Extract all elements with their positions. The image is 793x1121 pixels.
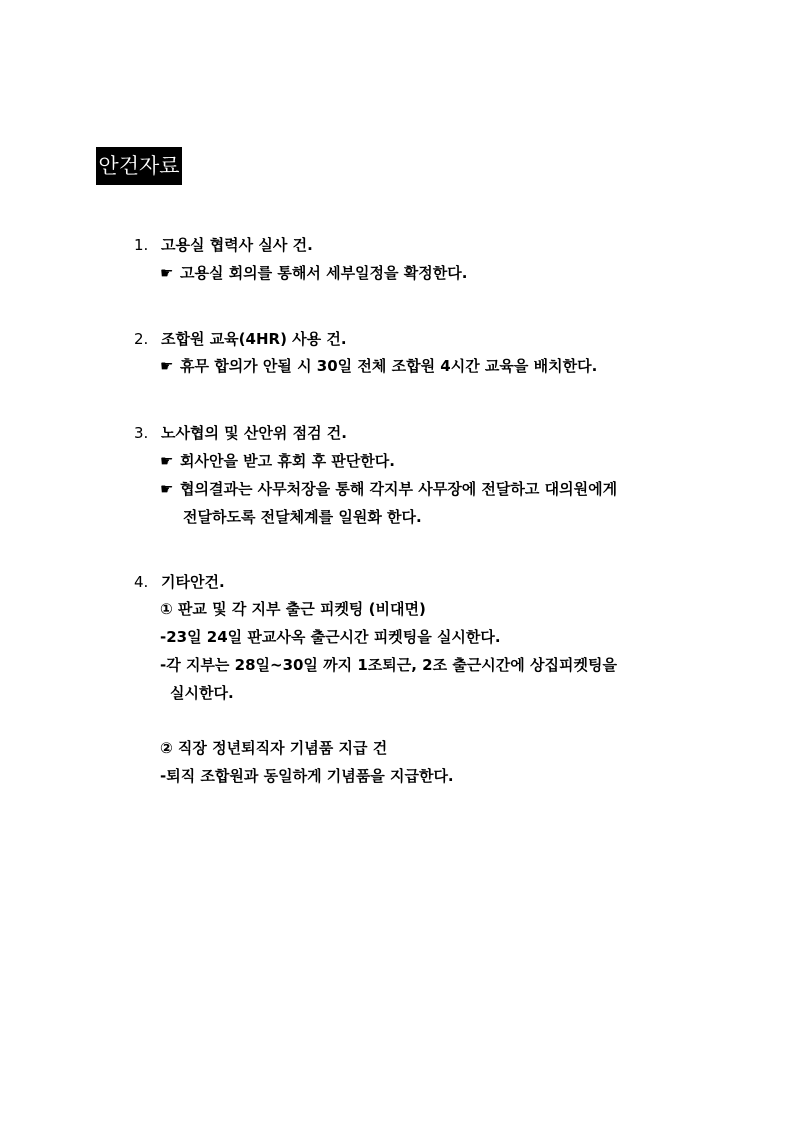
item-3-bullet-1 bbox=[160, 451, 395, 471]
pointing-hand-icon: ☛ bbox=[160, 452, 174, 470]
item-2-bullet-1 bbox=[160, 356, 597, 376]
item-4-number: 4. bbox=[134, 573, 149, 591]
item-1-bullet-1-text: 고용실 회의를 통해서 세부일정을 확정한다. bbox=[180, 264, 468, 282]
item-4-heading: 기타안건. bbox=[161, 573, 225, 591]
item-1-heading: 고용실 협력사 실사 건. bbox=[161, 236, 313, 254]
item-3-bullet-2 bbox=[160, 479, 617, 499]
item-3-bullet-2-continuation: 전달하도록 전달체계를 일원화 한다. bbox=[183, 508, 422, 526]
item-2-heading: 조합원 교육(4HR) 사용 건. bbox=[161, 330, 347, 348]
item-4-line-3: -각 지부는 28일~30일 까지 1조퇴근, 2조 출근시간에 상집피켓팅을 bbox=[160, 656, 617, 674]
item-3-heading: 노사협의 및 산안위 점검 건. bbox=[161, 424, 347, 442]
item-1-bullet-1 bbox=[160, 263, 467, 283]
item-4-line-2: -23일 24일 판교사옥 출근시간 피켓팅을 실시한다. bbox=[160, 628, 501, 646]
pointing-hand-icon: ☛ bbox=[160, 357, 174, 375]
item-3-number: 3. bbox=[134, 424, 149, 442]
item-2-number: 2. bbox=[134, 330, 149, 348]
item-4-line-6: -퇴직 조합원과 동일하게 기념품을 지급한다. bbox=[160, 767, 454, 785]
item-1-number: 1. bbox=[134, 236, 149, 254]
item-3-bullet-1-text: 회사안을 받고 휴회 후 판단한다. bbox=[180, 452, 395, 470]
item-2-bullet-1-text: 휴무 합의가 안될 시 30일 전체 조합원 4시간 교육을 배치한다. bbox=[180, 357, 598, 375]
item-4-subheading-1: ① 판교 및 각 지부 출근 피켓팅 (비대면) bbox=[160, 600, 426, 618]
item-3-bullet-2-text: 협의결과는 사무처장을 통해 각지부 사무장에 전달하고 대의원에게 bbox=[180, 480, 618, 498]
item-4-subheading-2: ② 직장 정년퇴직자 기념품 지급 건 bbox=[160, 739, 388, 757]
item-4-line-4: 실시한다. bbox=[170, 684, 234, 702]
pointing-hand-icon: ☛ bbox=[160, 264, 174, 282]
pointing-hand-icon: ☛ bbox=[160, 480, 174, 498]
document-title: 안건자료 bbox=[96, 147, 182, 185]
